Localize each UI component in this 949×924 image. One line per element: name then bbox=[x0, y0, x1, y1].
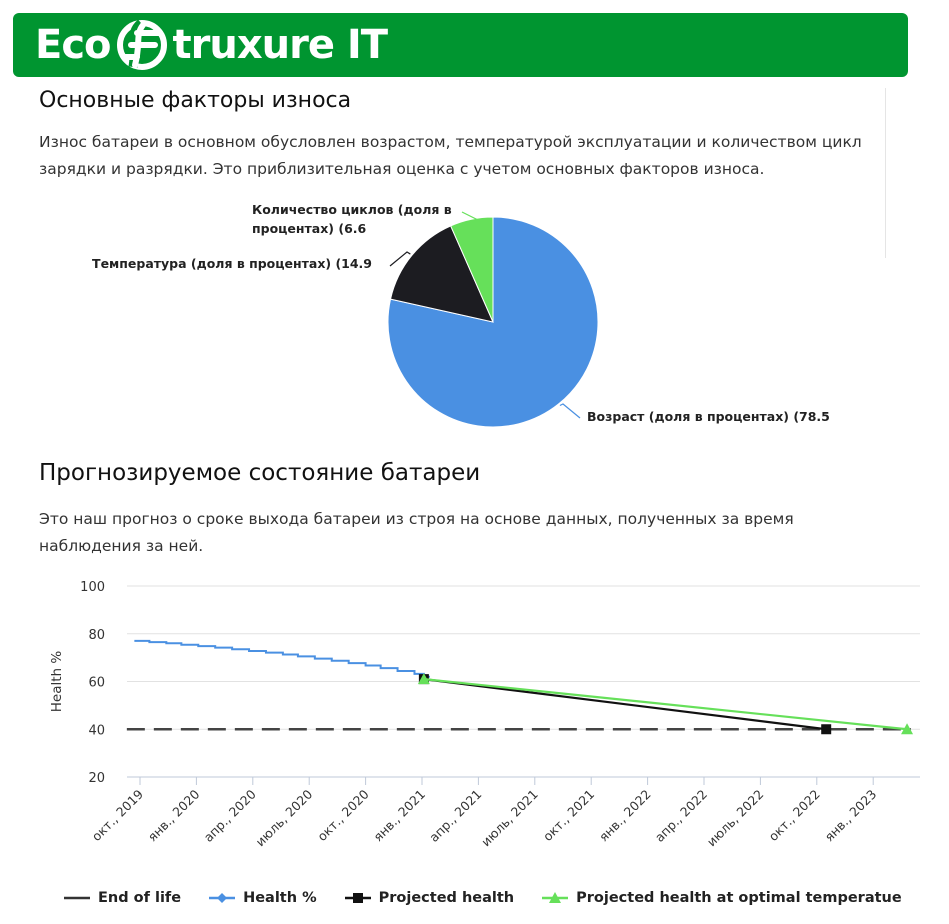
forecast-section-title: Прогнозируемое состояние батареи bbox=[39, 460, 481, 486]
x-tick-label: окт., 2022 bbox=[765, 786, 823, 844]
series-health-line bbox=[134, 641, 430, 677]
y-tick-label: 100 bbox=[80, 580, 105, 595]
x-tick-label: июль, 2022 bbox=[703, 786, 767, 850]
x-tick-label: июль, 2020 bbox=[252, 786, 316, 850]
wear-factors-pie-chart bbox=[0, 190, 949, 440]
legend-label: End of life bbox=[98, 890, 182, 906]
series-projected-health-line bbox=[424, 679, 826, 729]
projected-health-point bbox=[821, 724, 831, 734]
legend-square-icon bbox=[343, 891, 373, 905]
forecast-description-line-2: наблюдения за ней. bbox=[39, 537, 204, 555]
legend-item-health[interactable] bbox=[207, 890, 317, 906]
pie-slice-label: Возраст (доля в процентах) (78.5 bbox=[587, 409, 830, 424]
x-tick-label: июль, 2021 bbox=[478, 786, 541, 850]
legend-line-icon bbox=[62, 891, 92, 905]
legend-item-projected-health[interactable] bbox=[343, 890, 515, 906]
legend-triangle-icon bbox=[540, 891, 570, 905]
x-tick-label: апр., 2022 bbox=[651, 786, 711, 845]
wear-description-line-2: зарядки и разрядки. Это приблизительная оценка с учетом основных факторов износа. bbox=[39, 160, 765, 178]
wear-section-title: Основные факторы износа bbox=[39, 88, 352, 113]
x-tick-label: апр., 2021 bbox=[426, 786, 485, 845]
brand-logo bbox=[35, 19, 387, 71]
y-tick-label: 20 bbox=[88, 771, 105, 786]
forecast-description-line-1: Это наш прогноз о сроке выхода батареи из строя на основе данных, полученных за время bbox=[39, 510, 794, 528]
wear-description-line-1: Износ батареи в основном обусловлен возрастом, температурой эксплуатации и количеством цикл bbox=[39, 133, 862, 151]
x-tick-label: апр., 2020 bbox=[200, 786, 259, 845]
pie-label-connector bbox=[560, 404, 580, 418]
legend-label: Projected health bbox=[378, 890, 515, 906]
x-tick-label: янв., 2021 bbox=[370, 786, 429, 845]
forecast-section-description bbox=[39, 506, 899, 560]
brand-banner bbox=[13, 13, 908, 77]
legend-label: Projected health at optimal temperatue bbox=[576, 890, 902, 906]
pie-slice-label: Количество циклов (доля в bbox=[252, 202, 452, 217]
wear-section-description bbox=[39, 129, 899, 183]
x-tick-label: окт., 2020 bbox=[314, 786, 372, 844]
legend-label: Health % bbox=[243, 890, 317, 906]
x-tick-label: окт., 2019 bbox=[88, 786, 147, 844]
y-axis-title: Health % bbox=[49, 650, 65, 713]
chart-legend bbox=[62, 886, 928, 910]
x-tick-label: янв., 2020 bbox=[144, 786, 203, 845]
legend-item-projected-optimal[interactable] bbox=[540, 890, 902, 906]
battery-health-line-chart bbox=[0, 570, 949, 880]
x-tick-label: янв., 2023 bbox=[821, 786, 880, 845]
y-tick-label: 60 bbox=[88, 675, 105, 691]
x-tick-label: окт., 2021 bbox=[539, 786, 598, 844]
legend-diamond-icon bbox=[207, 891, 237, 905]
y-tick-label: 80 bbox=[88, 627, 105, 643]
brand-name-right: truxure IT bbox=[172, 22, 388, 68]
plug-logo-icon bbox=[115, 19, 169, 71]
series-projected-optimal-line bbox=[424, 679, 907, 729]
pie-slice-label-line2: процентах) (6.6 bbox=[252, 221, 367, 236]
x-tick-label: янв., 2022 bbox=[595, 786, 654, 845]
legend-item-end-of-life[interactable] bbox=[62, 890, 181, 906]
y-tick-label: 40 bbox=[88, 723, 105, 739]
pie-slice-label: Температура (доля в процентах) (14.9 bbox=[92, 256, 372, 271]
brand-name-left: Eco bbox=[35, 22, 111, 68]
